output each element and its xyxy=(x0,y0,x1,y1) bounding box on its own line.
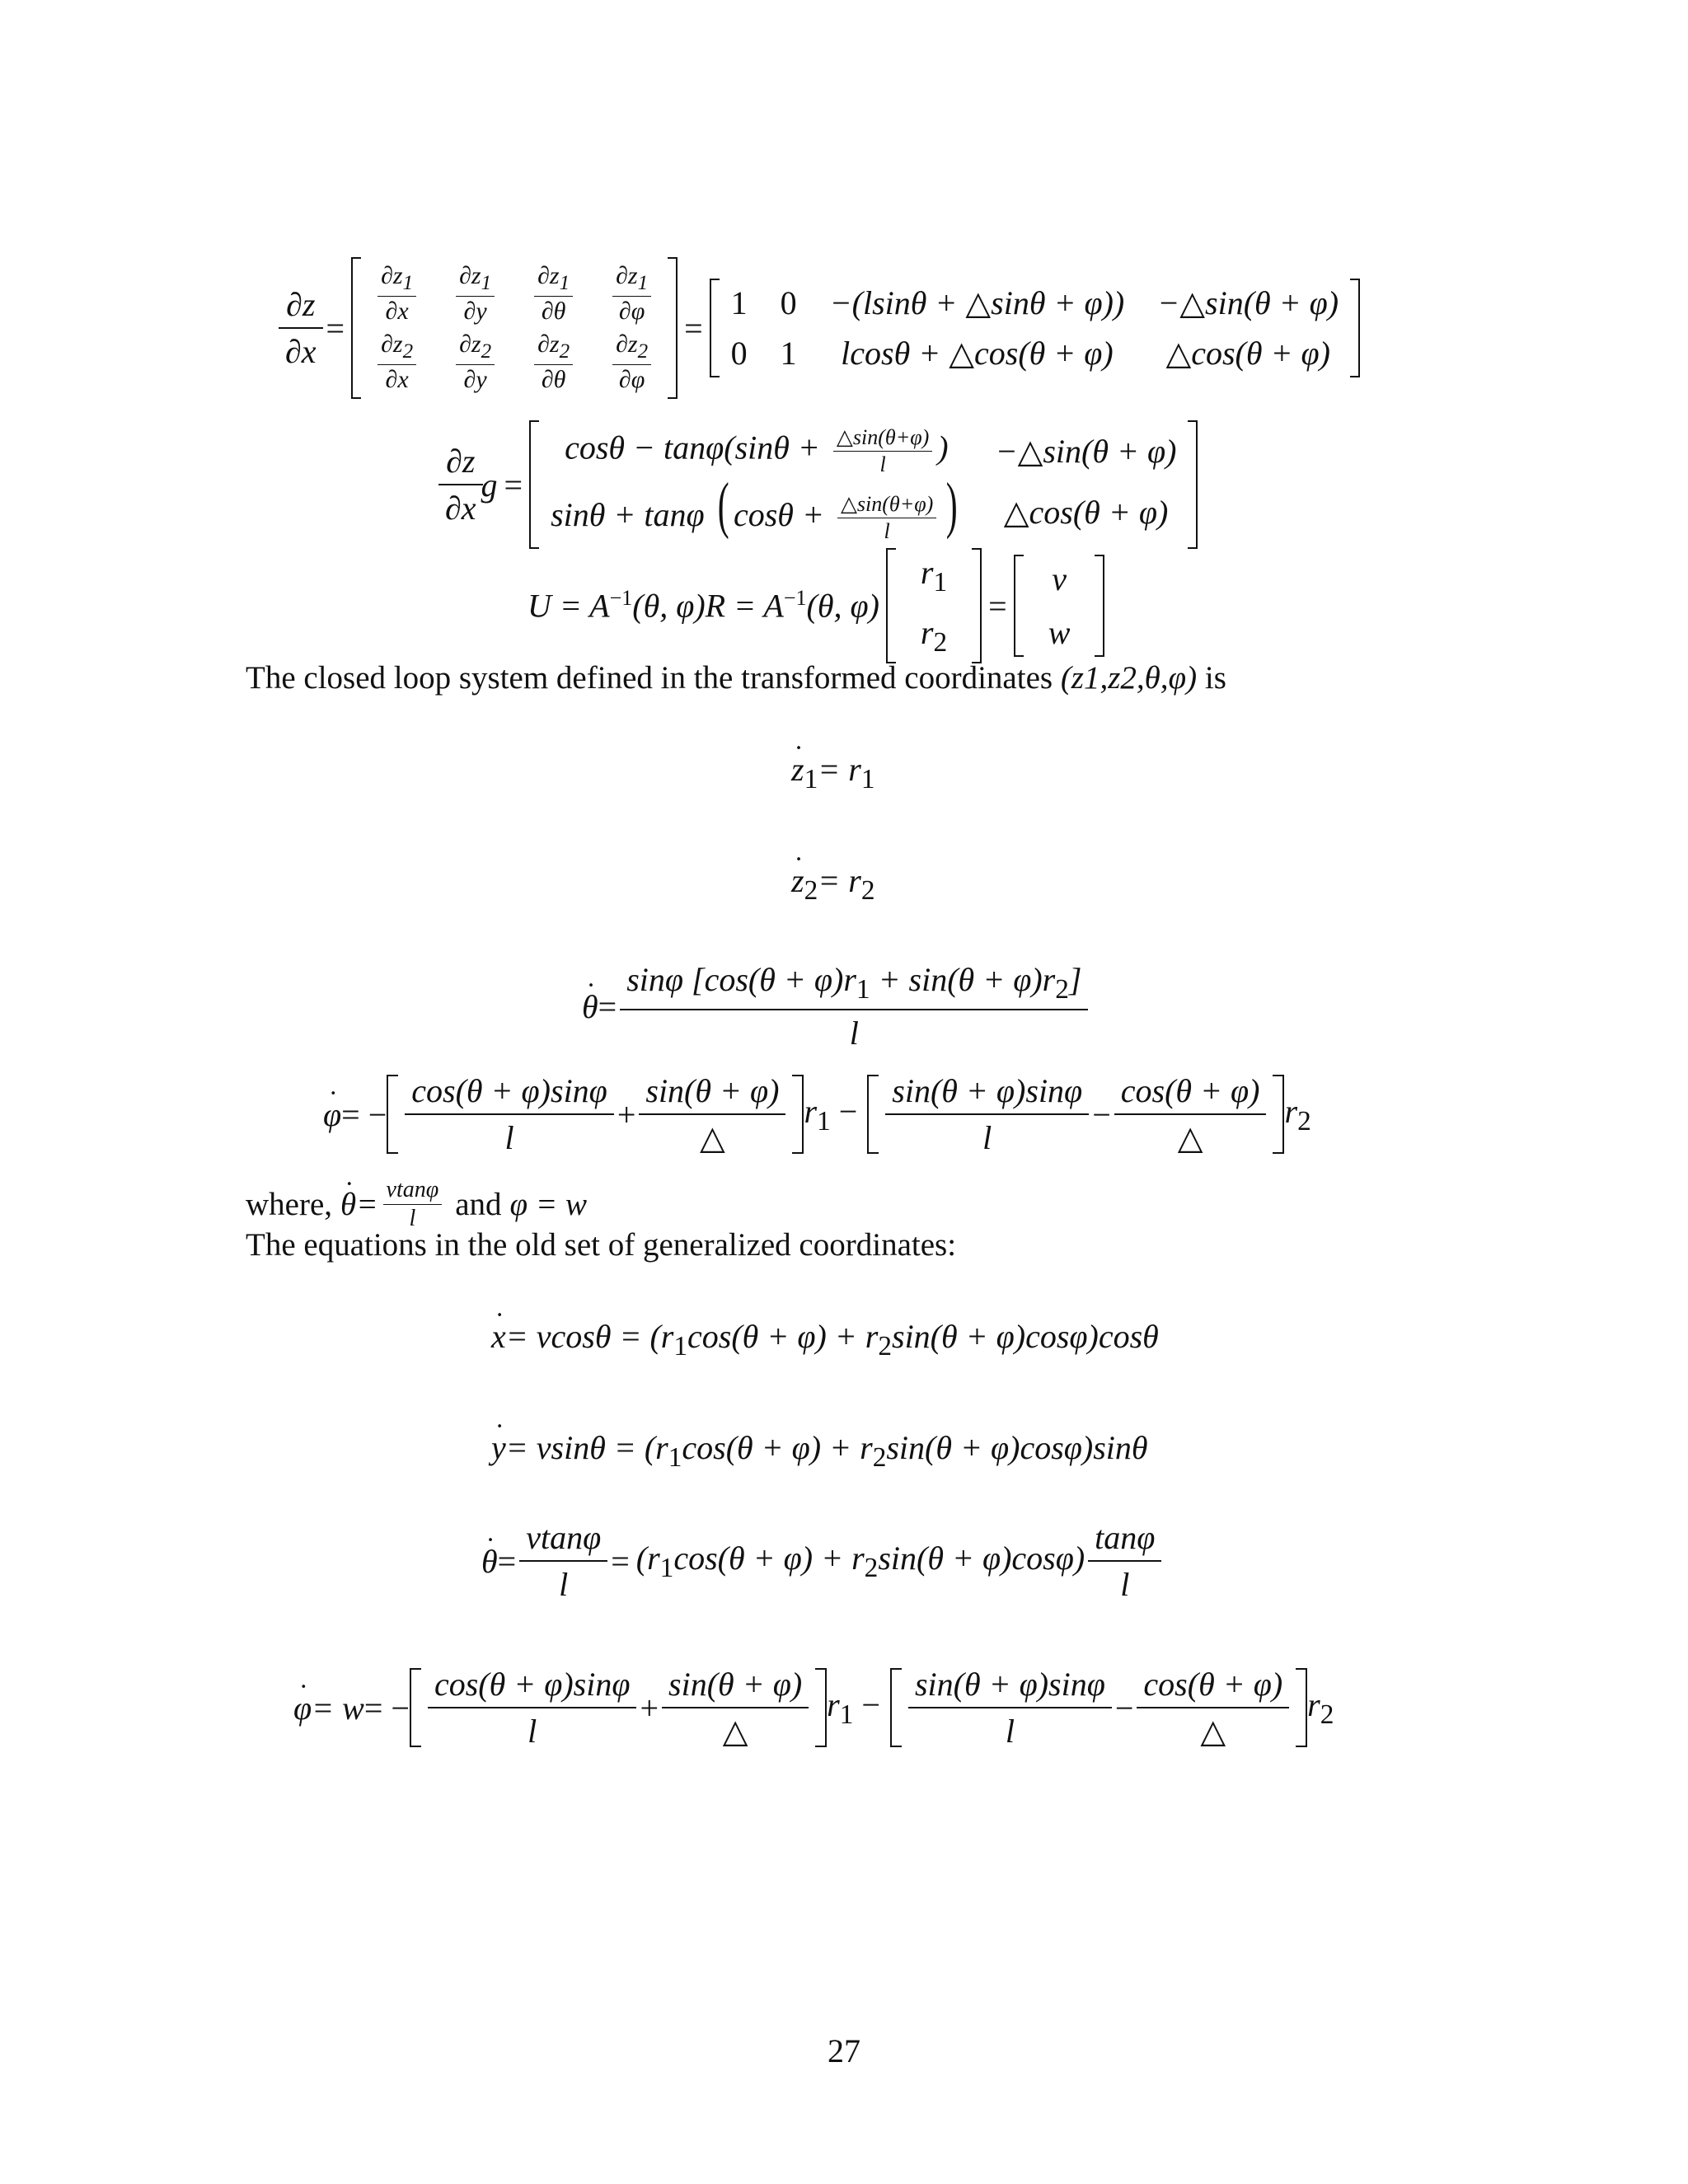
page-number: 27 xyxy=(828,2032,860,2069)
closed-loop-paragraph xyxy=(246,659,1226,696)
equation-z1dot: z $˙_1= r_1$ xyxy=(791,750,874,795)
where-line: where, θ ˙= $\frac{vtan\varphi}{l}$ and φ = w xyxy=(246,1177,587,1232)
closed-loop-text: The closed loop system defined in the transformed coordinates xyxy=(246,660,1053,696)
closed-loop-end: is xyxy=(1204,660,1226,696)
old-coords-text: The equations in the old set of generalized coordinates: xyxy=(246,1227,957,1263)
equation-phidot-closed: φ ˙ = − $\frac{\cos(\theta + \varphi)\sin\varphi}{l}$ + $\frac{\sin(\theta + \varphi)}{\triangle}$ $r_1$ − $\frac{\sin(\theta + \varphi)\sin\varphi}{l}$ − $\frac{\cos(\theta + \varphi)}{\triangle}$ $r_2$ xyxy=(323,1071,1311,1157)
and-label: and xyxy=(455,1187,502,1222)
equation-jacobian: $\frac{\partial z}{\partial x}$ = $\frac{\partial z_1}{\partial x}$ $\frac{\partial z_1}{\partial y}$ $\frac{\partial z_1}{\partial\theta}$ $\frac{\partial z_1}{\partial\varphi}$ $\frac{\partial z_2}{\partial x}$ $\frac{\partial z_2}{\partial y}$ $\frac{\partial z_2}{\partial\theta}$ $\frac{\partial z_2}{\partial\varphi}$ = 1 0 −(lsinθ + △sinθ + φ)) −△sin(θ + φ) 0 1 lcosθ + △cos(θ + φ) △cos(θ + φ) xyxy=(275,257,1367,399)
equation-z2dot: z $˙_2= r_2$ xyxy=(791,861,874,907)
equation-phidot-old: φ ˙ = w = − $\frac{\cos(\theta + \varphi)\sin\varphi}{l}$ + $\frac{\sin(\theta + \varphi)}{\triangle}$ $r_1$ − $\frac{\sin(\theta + \varphi)\sin\varphi}{l}$ − $\frac{\cos(\theta + \varphi)}{\triangle}$ $r_2$ xyxy=(293,1665,1334,1750)
equation-ydot: y ˙= $vsin\theta = (r_1\cos(\theta + \varphi) + r_2\sin(\theta + \varphi)\cos\varphi)\sin\theta$ xyxy=(491,1428,1148,1474)
old-coordinates-heading xyxy=(246,1226,956,1263)
closed-loop-coords: (z1,z2,θ,φ) xyxy=(1060,660,1198,696)
equation-xdot: x ˙= $vcos\theta = (r_1\cos(\theta + \varphi) + r_2\sin(\theta + \varphi)\cos\varphi)\cos\theta$ xyxy=(491,1317,1159,1362)
where-label: where, xyxy=(246,1187,333,1222)
equation-dzdx-g: $\frac{\partial z}{\partial x}$ g = cosθ − tanφ(sinθ + $\frac{\triangle\sin(\theta+\varphi)}{l}$ ) −△sin(θ + φ) sinθ + tanφ ( cosθ + $\frac{\triangle\sin(\theta+\varphi)}{l}$ ) △cos(θ + φ) xyxy=(435,420,1204,549)
equation-thetadot-old: θ ˙ = $\frac{vtan\varphi}{l}$ = $(r_1\cos(\theta + \varphi) + r_2\sin(\theta + \varphi)\cos\varphi)$ $\frac{\tan\varphi}{l}$ xyxy=(481,1518,1165,1604)
equation-thetadot-closed: θ ˙ = $\frac{\sin\varphi [\cos(\theta + \varphi)r_1 + \sin(\theta + \varphi)r_2]}{l}$ xyxy=(582,960,1091,1052)
equation-control-input: $U = A^{-1}(\theta$, $\varphi)R = A^{-1}(\theta$, φ) $r_1$ $r_2$ = v w xyxy=(528,548,1111,663)
